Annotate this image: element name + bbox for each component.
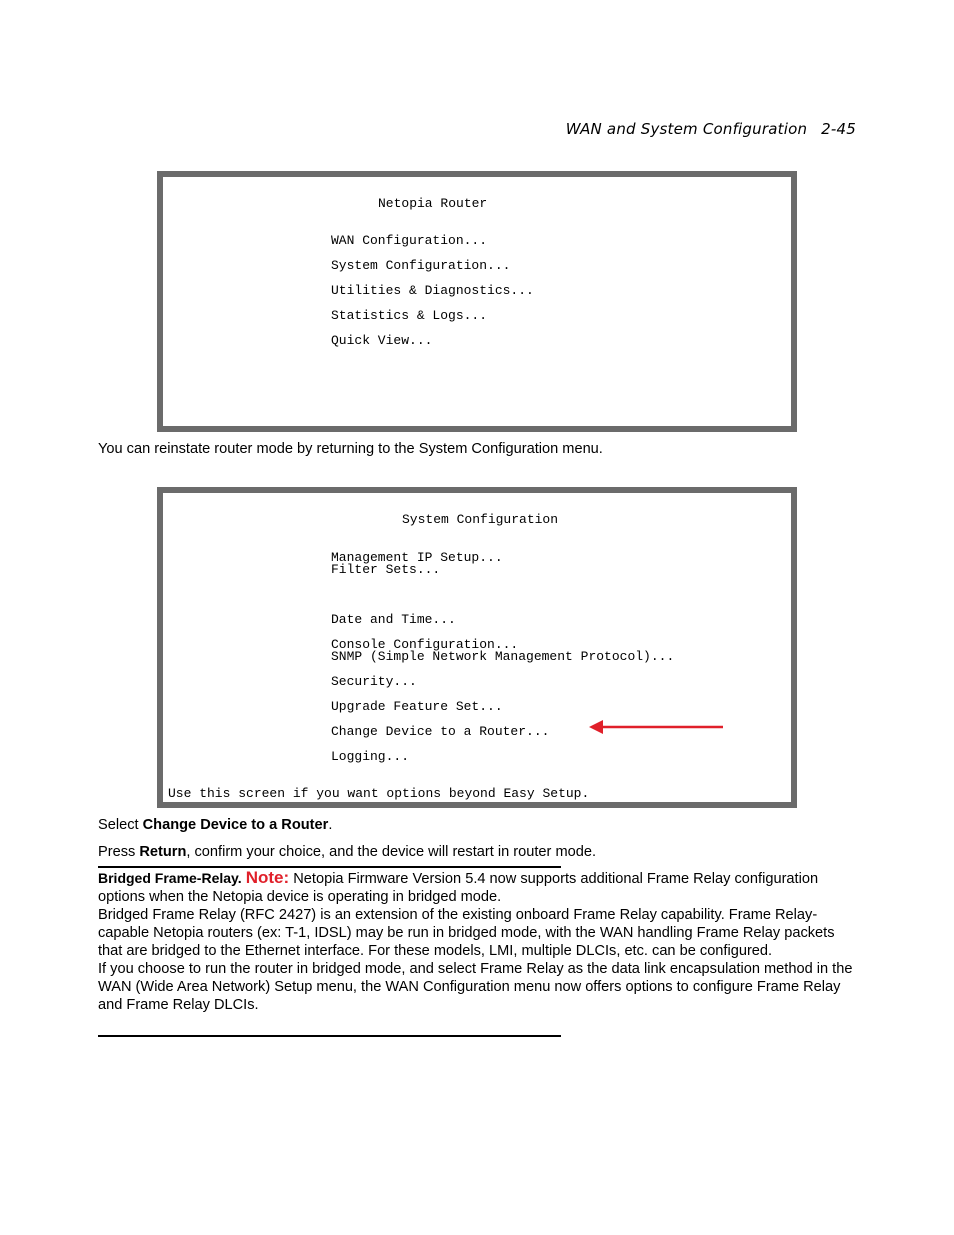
select-prefix: Select: [98, 817, 143, 833]
screen-title: Netopia Router: [378, 196, 488, 211]
press-key: Return: [139, 844, 187, 860]
page-header: [566, 120, 856, 138]
press-prefix: Press: [98, 844, 140, 860]
note-paragraph-3: If you choose to run the router in bridged mode, and select Frame Relay as the data link encapsulation method in the WAN (Wide Area Network) Setup menu, the WAN Configuration menu now offers options to configure Frame Relay and Frame Relay DLCIs.: [98, 961, 853, 1013]
press-instruction: [98, 843, 596, 861]
reinstate-paragraph: You can reinstate router mode by returning to the System Configuration menu.: [98, 441, 603, 457]
menu-item-quick-view[interactable]: Quick View...: [331, 333, 433, 348]
note-label: Note:: [245, 868, 290, 887]
note-line1: Netopia Firmware Version 5.4 now supports additional Frame Relay configuration options when the Netopia device is operating in bridged mode.: [98, 871, 819, 905]
note-heading: Bridged Frame-Relay.: [98, 870, 242, 886]
menu-item-management-ip-setup[interactable]: Management IP Setup...: [331, 550, 503, 565]
menu-item-console-configuration[interactable]: Console Configuration...: [331, 637, 519, 652]
note-bottom-rule: [98, 1035, 561, 1037]
note-intro: [98, 869, 858, 906]
select-target: Change Device to a Router: [142, 817, 329, 833]
menu-item-utilities-diagnostics[interactable]: Utilities & Diagnostics...: [331, 283, 534, 298]
header-section-title: WAN and System Configuration: [565, 120, 808, 138]
screen-footer-hint: Use this screen if you want options beyond Easy Setup.: [168, 786, 590, 801]
select-instruction: [98, 816, 332, 834]
netopia-router-screen: [157, 171, 797, 432]
menu-item-upgrade-feature-set[interactable]: Upgrade Feature Set...: [331, 699, 503, 714]
menu-item-statistics-logs[interactable]: Statistics & Logs...: [331, 308, 488, 323]
menu-item-change-device-to-router[interactable]: Change Device to a Router...: [331, 724, 550, 739]
menu-item-wan-configuration[interactable]: WAN Configuration...: [331, 233, 488, 248]
screen-title: System Configuration: [402, 512, 559, 527]
press-suffix: , confirm your choice, and the device will restart in router mode.: [186, 844, 597, 860]
red-arrow-icon: [589, 720, 729, 734]
header-page-number: 2-45: [821, 120, 856, 138]
system-configuration-screen: [157, 487, 797, 808]
menu-item-snmp[interactable]: SNMP (Simple Network Management Protocol)...: [331, 649, 675, 664]
select-suffix: .: [328, 817, 333, 833]
menu-item-logging[interactable]: Logging...: [331, 749, 410, 764]
bridged-frame-relay-note: [98, 869, 858, 1014]
note-top-rule: [98, 866, 561, 868]
menu-item-security[interactable]: Security...: [331, 674, 417, 689]
menu-item-filter-sets[interactable]: Filter Sets...: [331, 562, 441, 577]
note-paragraph-2: Bridged Frame Relay (RFC 2427) is an extension of the existing onboard Frame Relay capability. Frame Relay-capable Netopia routers (ex: T-1, IDSL) may be run in bridged mode, with the WAN handling Frame Relay packets that are bridged to the Ethernet interface. For these models, LMI, multiple DLCIs, etc. can be configured.: [98, 907, 835, 959]
menu-item-system-configuration[interactable]: System Configuration...: [331, 258, 511, 273]
menu-item-date-and-time[interactable]: Date and Time...: [331, 612, 456, 627]
